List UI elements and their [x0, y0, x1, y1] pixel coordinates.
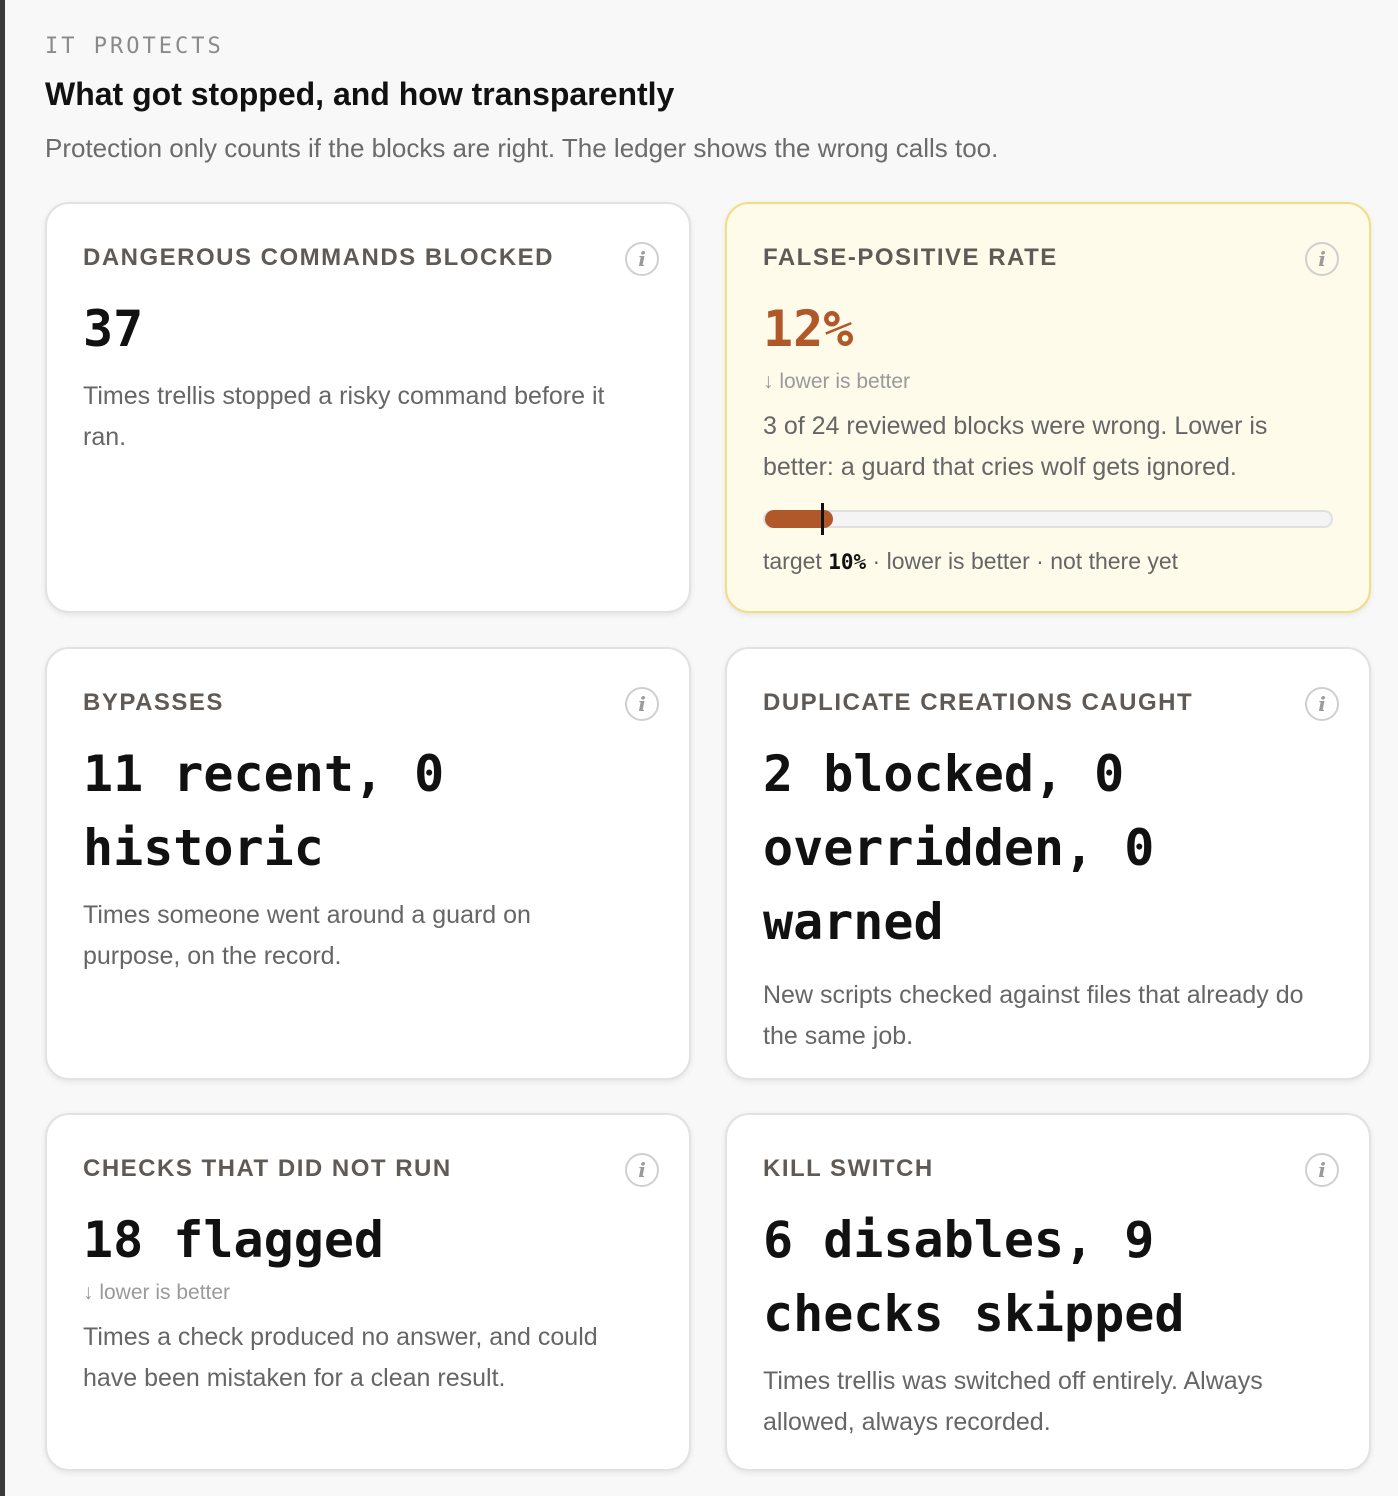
card-description: Times a check produced no answer, and could have been mistaken for a clean result. [83, 1323, 598, 1392]
info-icon[interactable]: i [625, 687, 659, 721]
card-checks-not-run [45, 1113, 691, 1471]
info-icon[interactable]: i [1305, 242, 1339, 276]
lower-is-better-hint: ↓ lower is better [763, 370, 911, 393]
progress-caption [763, 546, 1333, 577]
card-value: 18 flagged [83, 1211, 385, 1269]
target-suffix: · lower is better · not there yet [872, 548, 1179, 574]
card-label: BYPASSES [83, 689, 224, 716]
card-label: FALSE-POSITIVE RATE [763, 244, 1058, 271]
card-value: 11 recent, 0 historic [83, 745, 445, 877]
card-description: New scripts checked against files that already do the same job. [763, 981, 1304, 1050]
progress-track [763, 510, 1333, 528]
target-value: 10% [828, 550, 867, 574]
info-icon[interactable]: i [1305, 1153, 1339, 1187]
section-eyebrow: IT PROTECTS [45, 34, 224, 59]
card-label: DUPLICATE CREATIONS CAUGHT [763, 689, 1194, 716]
card-description: Times trellis stopped a risky command before it ran. [83, 382, 605, 451]
info-icon[interactable]: i [625, 1153, 659, 1187]
card-bypasses [45, 647, 691, 1080]
info-icon[interactable]: i [1305, 687, 1339, 721]
section-title: What got stopped, and how transparently [45, 76, 675, 112]
card-label: CHECKS THAT DID NOT RUN [83, 1155, 452, 1182]
card-description: Times trellis was switched off entirely. Always allowed, always recorded. [763, 1367, 1263, 1436]
left-edge-border [0, 0, 5, 1496]
progress-target-marker [821, 503, 824, 535]
card-label: KILL SWITCH [763, 1155, 934, 1182]
card-false-positive-rate [725, 202, 1371, 613]
lower-is-better-hint: ↓ lower is better [83, 1281, 231, 1304]
card-duplicate-creations-caught [725, 647, 1371, 1080]
card-description: Times someone went around a guard on purpose, on the record. [83, 901, 531, 970]
info-icon[interactable]: i [625, 242, 659, 276]
section-subtitle: Protection only counts if the blocks are right. The ledger shows the wrong calls too. [45, 133, 999, 163]
card-kill-switch [725, 1113, 1371, 1471]
card-value: 6 disables, 9 checks skipped [763, 1211, 1185, 1343]
card-value: 37 [83, 300, 144, 358]
card-label: DANGEROUS COMMANDS BLOCKED [83, 244, 554, 271]
card-dangerous-commands-blocked [45, 202, 691, 613]
card-value: 2 blocked, 0 overridden, 0 warned [763, 745, 1155, 951]
target-prefix: target [763, 548, 822, 574]
card-value: 12% [763, 300, 854, 358]
card-description: 3 of 24 reviewed blocks were wrong. Lower is better: a guard that cries wolf gets ignored. [763, 412, 1268, 481]
